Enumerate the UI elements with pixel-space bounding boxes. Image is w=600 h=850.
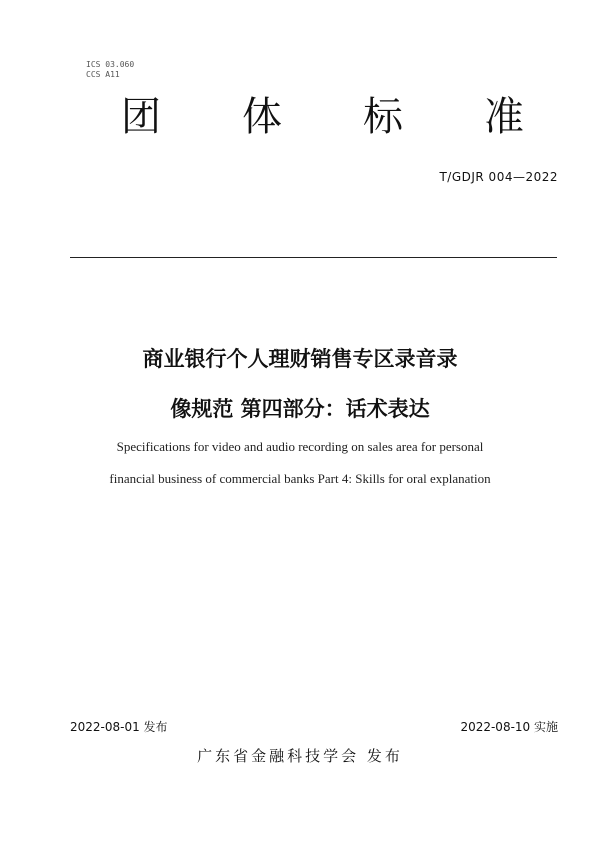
classification-codes bbox=[86, 60, 134, 80]
heading-char-3: 标 bbox=[363, 94, 403, 140]
divider-line bbox=[70, 257, 557, 258]
heading-char-1: 团 bbox=[121, 94, 161, 140]
ccs-code: CCS A11 bbox=[86, 70, 120, 79]
heading-char-2: 体 bbox=[242, 94, 282, 140]
title-en-line-2: financial business of commercial banks Part 4: Skills for oral explanation bbox=[109, 471, 491, 486]
implement-date: 2022-08-10 实施 bbox=[460, 720, 558, 734]
standard-number: T/GDJR 004—2022 bbox=[439, 170, 558, 184]
title-zh-line-1: 商业银行个人理财销售专区录音录 bbox=[142, 347, 458, 371]
document-type-heading bbox=[0, 92, 600, 142]
publisher: 广东省金融科技学会 发布 bbox=[197, 747, 403, 765]
heading-char-4: 准 bbox=[484, 94, 524, 140]
publish-date: 2022-08-01 发布 bbox=[70, 720, 168, 734]
ics-code: ICS 03.060 bbox=[86, 60, 135, 69]
title-en-line-1: Specifications for video and audio recording on sales area for personal bbox=[116, 439, 484, 454]
title-zh-line-2: 像规范 第四部分：话术表达 bbox=[170, 397, 430, 421]
